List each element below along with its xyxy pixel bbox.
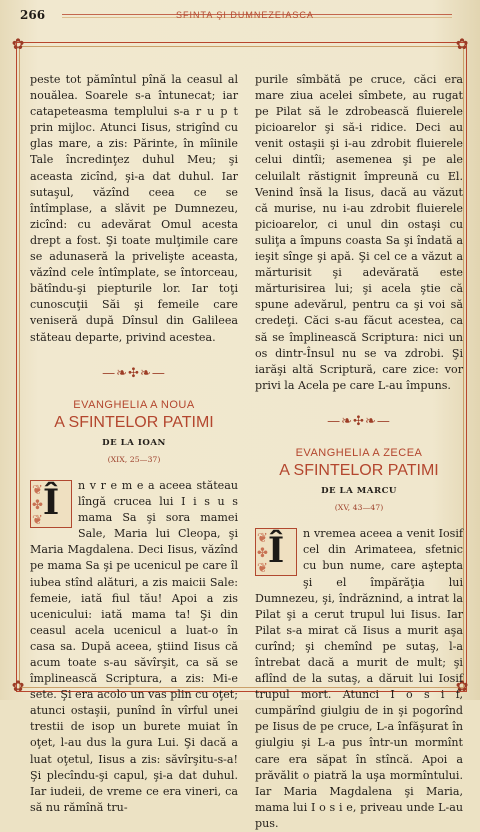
- paragraph: purile sîmbătă pe cruce, căci era mare ziua acelei sîmbete, au rugat pe Pilat să le zdrobească fluierele picioarelor şi să-i ridice. Deci au venit ostaşii şi i-au zdrobit fluierele celui dintîi; asemenea şi pe ale celuilalt răstignit împreună cu El. Venind însă la Iisus, dacă au văzut că murise, nu i-au zdrobit fluierele picioarelor, ci unul din ostaşi cu suliţa a împuns coasta Sa şi îndată a ieşit sînge şi apă. Şi cel ce a văzut a mărturisit şi adevărată este mărturisirea lui; şi acela ştie că spune adevărul, pentru ca şi voi să credeţi. Căci s-au făcut acestea, ca să se împlinească Scriptura: nici un os dintr-Însul nu se va zdrobi. Şi iarăşi altă Scriptură, care zice: vor privi la Acela pe care L-au împuns.: [255, 73, 463, 392]
- section-title: A SFINTELOR PATIMI: [279, 462, 439, 480]
- corner-ornament-top-left: ✿: [11, 35, 25, 53]
- corner-ornament-top-right: ✿: [455, 35, 469, 53]
- dropcap: [30, 480, 72, 528]
- section-reference: (XIX, 25—37): [107, 454, 161, 464]
- section-source: DE LA MARCU: [321, 486, 397, 497]
- dropcap-vine-decoration: ❦ ✤ ❦: [32, 482, 45, 528]
- section-reference: (XV, 43—47): [334, 503, 384, 513]
- corner-ornament-bottom-left: ✿: [11, 677, 25, 695]
- section-divider-ornament: —❧✣❧—: [327, 413, 391, 429]
- running-head: SFINTA ŞI DUMNEZEIASCA: [176, 10, 314, 20]
- paragraph: peste tot pămîntul pînă la ceasul al nouălea. Soarele s-a întunecat; iar catapeteasma templului s-a r u p t prin mijloc. Atunci Iisus, strigînd cu glas mare, a zis: Părinte, în mîinile Tale încredinţez duhul Meu; şi aceasta zicînd, şi-a dat duhul. Iar sutaşul, văzînd ceea ce se întîmplase, a slăvit pe Dumnezeu, zicînd: cu adevărat Omul acesta drept a fost. Şi toate mulţimile care se adunaseră la privelişte aceasta, văzînd cele întîmplate, se întorceau, bătîndu-şi piepturile lor. Iar toţi cunoscuţii Săi şi femeile care veniseră după Dînsul din Galileea stăteau departe, privind acestea.: [30, 73, 238, 344]
- dropcap: [255, 528, 297, 576]
- dropcap-letter: Î: [267, 530, 285, 572]
- right-column: [255, 72, 463, 832]
- section-source: DE LA IOAN: [102, 437, 166, 448]
- section-kicker: EVANGHELIA A NOUA: [73, 398, 195, 411]
- left-column: [30, 72, 238, 816]
- section-kicker: EVANGHELIA A ZECEA: [295, 446, 423, 459]
- paragraph: n vremea aceea a venit Iosif cel din Arimateea, sfetnic cu bun nume, care aştepta şi el împărăţia lui Dumnezeu, şi, îndrăznind, a intrat la Pilat şi a cerut trupul lui Iisus. Iar Pilat s-a mirat că Iisus a murit aşa curînd; şi chemînd pe sutaş, l-a întrebat dacă a murit de mult; şi aflînd de la sutaş, a dăruit lui Iosif trupul mort. Atunci I o s i f, cumpărînd giulgiu de in şi pogorînd pe Iisus de pe cruce, L-a înfăşurat în giulgiu şi L-a pus într-un mormînt care era săpat în stîncă. Apoi a prăvălit o piatră la uşa mormîntului. Iar Maria Magdalena şi Maria, mama lui I o s i e, priveau unde L-au pus.: [255, 527, 463, 830]
- section-divider-ornament: —❧✣❧—: [102, 365, 166, 381]
- section-title: A SFINTELOR PATIMI: [54, 413, 214, 431]
- corner-ornament-bottom-right: ✿: [455, 677, 469, 695]
- page-number: 266: [20, 8, 46, 22]
- paragraph: n v r e m e a aceea stăteau lîngă crucea lui I i s u s mama Sa şi sora mamei Sale, Maria lui Cleopa, şi Maria Magdalena. Deci Iisus, văzînd pe mama Sa şi pe ucenicul pe care îl iubea stînd alături, a zis maicii Sale: femeie, iată fiul tău! Apoi a zis ucenicului: iată mama ta! Şi din ceasul acela ucenicul a luat-o în casa sa. După aceea, ştiind Iisus că acum toate s-au săvîrşit, ca să se împlinească Scriptura, a zis: Mi-e sete. Şi era acolo un vas plin cu oţet; atunci ostaşii, punînd în vîrful unei trestii de isop un burete muiat în oţet, l-au dus la gura Lui. Şi dacă a luat oţetul, Iisus a zis: săvîrşitu-s-a! Şi plecîndu-şi capul, şi-a dat duhul. Iar iudeii, de vreme ce era vineri, ca să nu rămînă tru-: [30, 478, 238, 814]
- dropcap-vine-decoration: ❦ ✤ ❦: [257, 531, 270, 577]
- dropcap-letter: Î: [42, 481, 60, 523]
